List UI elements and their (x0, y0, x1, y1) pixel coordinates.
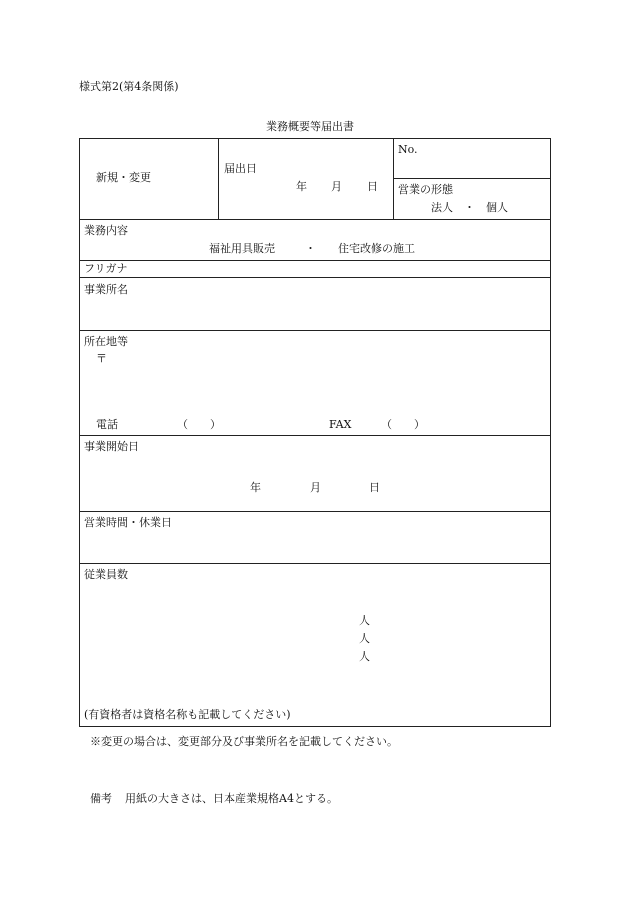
remark-text: 用紙の大きさは、日本産業規格A4とする。 (125, 792, 338, 805)
start-date-year: 年 (250, 481, 261, 494)
business-option-welfare-sales: 福祉用具販売 (209, 242, 275, 255)
row-divider (79, 260, 551, 261)
remark-label: 備考 (90, 792, 112, 805)
fax-label: FAX (329, 418, 352, 431)
business-hours-label: 営業時間・休業日 (84, 516, 172, 529)
office-name-label: 事業所名 (84, 283, 128, 296)
address-label: 所在地等 (84, 335, 128, 348)
start-date-month: 月 (310, 481, 321, 494)
form-table (79, 138, 551, 727)
submission-date-day: 日 (367, 180, 378, 193)
row-divider (79, 511, 551, 512)
phone-label: 電話 (96, 418, 118, 431)
new-change-label: 新規・変更 (96, 171, 151, 184)
business-form-options: 法人 ・ 個人 (431, 201, 508, 214)
row-divider (79, 563, 551, 564)
furigana-label: フリガナ (84, 262, 128, 275)
employee-unit: 人 (359, 614, 370, 627)
submission-date-year: 年 (296, 180, 307, 193)
row-divider (79, 219, 551, 220)
start-date-day: 日 (369, 481, 380, 494)
submission-date-label: 届出日 (224, 162, 257, 175)
start-date-label: 事業開始日 (84, 440, 139, 453)
employee-unit: 人 (359, 650, 370, 663)
business-form-label: 営業の形態 (398, 183, 453, 196)
business-option-renovation: 住宅改修の施工 (338, 242, 415, 255)
submission-date-month: 月 (331, 180, 342, 193)
fax-area-code-paren: （ ） (381, 418, 425, 431)
divider (218, 138, 219, 219)
row-divider (79, 435, 551, 436)
qualification-note: (有資格者は資格名称も記載してください) (84, 708, 291, 721)
divider (393, 178, 551, 179)
number-label: No. (398, 143, 418, 156)
change-note: ※変更の場合は、変更部分及び事業所名を記載してください。 (90, 735, 398, 748)
business-option-separator: ・ (305, 242, 316, 255)
form-title: 業務概要等届出書 (266, 120, 354, 133)
business-content-label: 業務内容 (84, 224, 128, 237)
employee-unit: 人 (359, 632, 370, 645)
phone-area-code-paren: （ ） (177, 418, 221, 431)
row-divider (79, 330, 551, 331)
row-divider (79, 277, 551, 278)
form-number: 様式第2(第4条関係) (79, 80, 179, 93)
postal-mark: 〒 (96, 352, 107, 365)
employee-count-label: 従業員数 (84, 568, 128, 581)
